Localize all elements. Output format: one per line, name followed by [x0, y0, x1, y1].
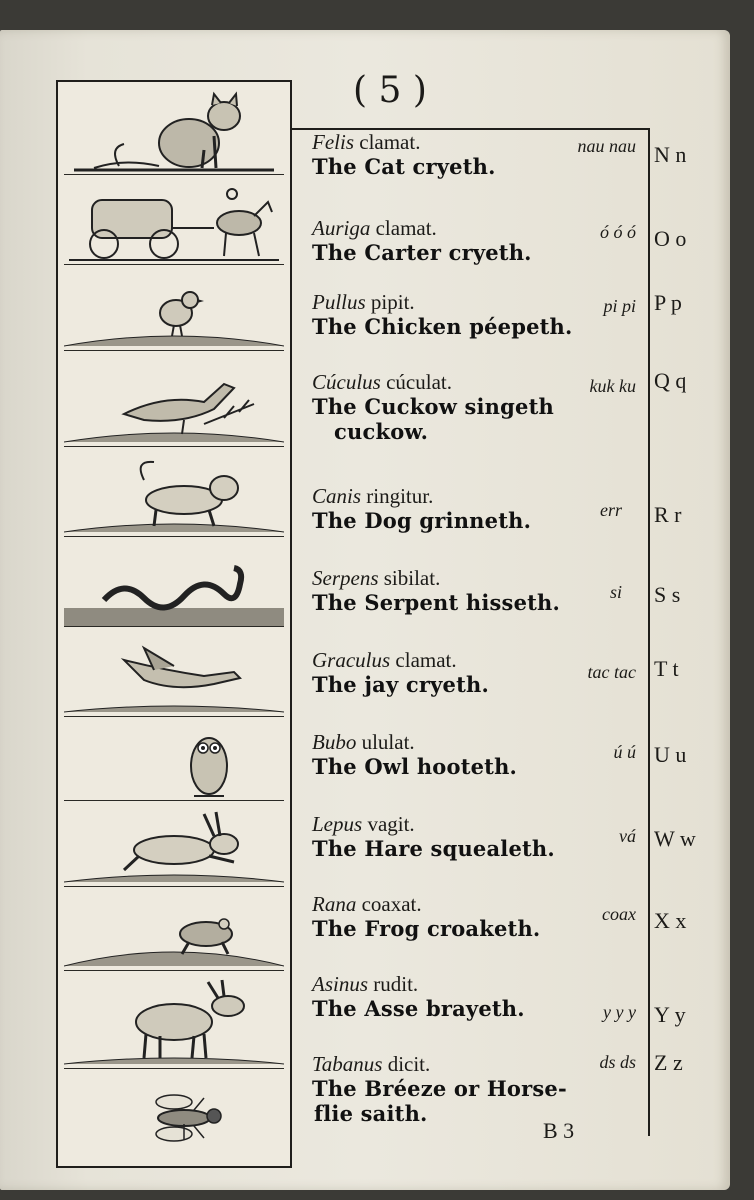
letters-z: Z z [654, 1050, 683, 1075]
latin-line: Cúculus cúculat. [312, 370, 452, 394]
letters-n: N n [654, 142, 687, 167]
letters-r: R r [654, 502, 682, 527]
entry-serpent [312, 566, 642, 615]
letters-o: O o [654, 226, 687, 251]
sound-text: ó ó ó [600, 222, 636, 242]
english-line: The Cuckow singeth [312, 394, 554, 419]
latin-line: Pullus pipit. [312, 290, 415, 314]
entry-hare [312, 812, 642, 861]
chicken-icon [64, 268, 284, 351]
english-line-2: cuckow. [334, 419, 429, 444]
sound-text: nau nau [577, 136, 636, 156]
frog-icon [64, 890, 284, 971]
english-line: The Dog grinneth. [312, 508, 532, 533]
sound-text: pi pi [603, 296, 636, 316]
sound-text: kuk ku [589, 376, 636, 396]
sound-text: si [609, 582, 622, 602]
english-line: The Hare squealeth. [312, 836, 555, 861]
latin-line: Lepus vagit. [312, 812, 415, 836]
latin-line: Tabanus dicit. [312, 1052, 431, 1076]
entry-horsefly [312, 1052, 642, 1126]
entry-dog [312, 484, 642, 533]
ass-icon [64, 974, 284, 1069]
letters-p: P p [654, 290, 682, 315]
entry-owl [312, 730, 642, 779]
latin-line: Asinus rudit. [312, 972, 419, 996]
latin-line: Graculus clamat. [312, 648, 457, 672]
english-line: The Carter cryeth. [312, 240, 532, 265]
picture-column [56, 80, 292, 1168]
english-line: The jay cryeth. [312, 672, 489, 697]
english-line: The Frog croaketh. [312, 916, 541, 941]
english-line: The Asse brayeth. [312, 996, 525, 1021]
english-line: The Owl hooteth. [312, 754, 518, 779]
sound-text: coax [602, 904, 636, 924]
entry-cuckoo [312, 370, 642, 444]
letters-w: W w [654, 826, 696, 851]
entry-ass [312, 972, 642, 1021]
jay-icon [64, 630, 284, 717]
latin-line: Canis ringitur. [312, 484, 434, 508]
entry-chicken [312, 290, 642, 339]
signature-mark: B 3 [543, 1118, 575, 1143]
english-line: The Chicken péepeth. [312, 314, 573, 339]
entry-cat [312, 130, 642, 179]
latin-line: Auriga clamat. [312, 216, 437, 240]
latin-line: Rana coaxat. [312, 892, 422, 916]
sound-text: ú ú [613, 742, 636, 762]
letters-s: S s [654, 582, 681, 607]
cuckoo-icon [64, 354, 284, 447]
sound-text: vá [619, 826, 636, 846]
english-line: The Bréeze or Horse- [312, 1076, 567, 1101]
dog-icon [64, 450, 284, 537]
letters-x: X x [654, 908, 687, 933]
english-line: The Cat cryeth. [312, 154, 496, 179]
latin-line: Bubo ululat. [312, 730, 415, 754]
letters-q: Q q [654, 368, 687, 393]
letters-u: U u [654, 742, 687, 767]
entry-jay [312, 648, 642, 697]
entry-carter [312, 216, 642, 265]
letters-rule [648, 128, 650, 1136]
latin-line: Felis clamat. [312, 130, 421, 154]
carter-icon [64, 178, 284, 265]
sound-text: y y y [603, 1002, 636, 1022]
sound-text: ds ds [599, 1052, 636, 1072]
english-line: The Serpent hisseth. [312, 590, 561, 615]
serpent-icon [64, 540, 284, 627]
latin-line: Serpens sibilat. [312, 566, 441, 590]
sound-text: tac tac [587, 662, 636, 682]
page-number: ( 5 ) [353, 70, 427, 111]
hare-icon [64, 804, 284, 887]
letters-y: Y y [654, 1002, 686, 1027]
english-line-2: flie saith. [314, 1101, 428, 1126]
sound-text: err [600, 500, 622, 520]
entry-frog [312, 892, 642, 941]
horsefly-icon [64, 1072, 284, 1160]
cat-icon [64, 88, 284, 175]
letters-t: T t [654, 656, 679, 681]
owl-icon [64, 720, 284, 801]
